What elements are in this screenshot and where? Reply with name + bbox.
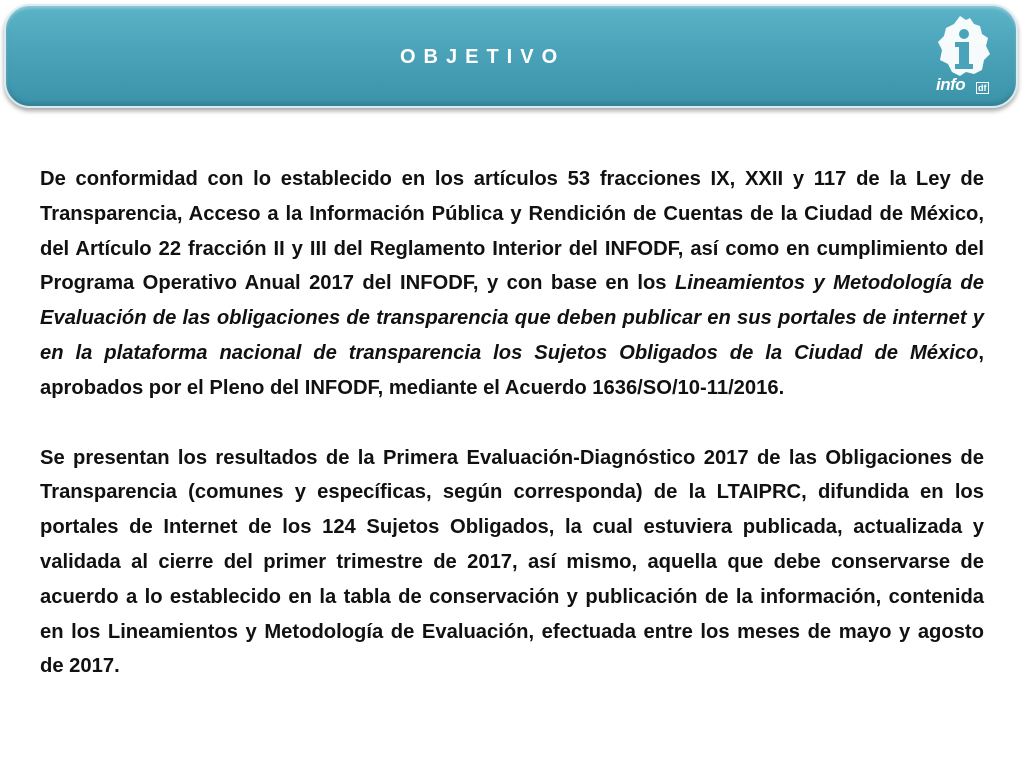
paragraph-1 xyxy=(40,162,984,406)
paragraph-1-text-a: De conformidad con lo establecido en los artículos 53 fracciones IX, XXII y 117 de la Ley de Transparencia, Acceso a la Información Pública y Rendición de Cuentas de la Ciudad de México, del Artículo 22 fracción II y III del Reglamento Interior del INFODF, así como en cumplimiento del Programa Operativo Anual 2017 del INFODF, y con base en los xyxy=(40,168,984,295)
paragraph-1-text-b: , aprobados por el Pleno del INFODF, mediante el Acuerdo 1636/SO/10-11/2016. xyxy=(40,341,984,399)
paragraph-1-italic-title: Lineamientos y Metodología de Evaluación de las obligaciones de transparencia que deben publicar en sus portales de internet y en la plataforma nacional de transparencia los Sujetos Obligados de la Ciudad de México xyxy=(40,272,984,364)
body-text xyxy=(40,162,984,684)
paragraph-2: Se presentan los resultados de la Primera Evaluación-Diagnóstico 2017 de las Obligaciones de Transparencia (comunes y específicas, según corresponda) de la LTAIPRC, difundida en los portales de Internet de los 124 Sujetos Obligados, la cual estuviera publicada, actualizada y validada al cierre del primer trimestre de 2017, así mismo, aquella que debe conservarse de acuerdo a lo establecido en la tabla de conservación y publicación de la información, contenida en los Lineamientos y Metodología de Evaluación, efectuada entre los meses de mayo y agosto de 2017. xyxy=(40,446,984,678)
page-title: OBJETIVO xyxy=(400,46,566,68)
logo-subtext: df xyxy=(978,83,987,93)
logo-text: info xyxy=(936,75,966,94)
